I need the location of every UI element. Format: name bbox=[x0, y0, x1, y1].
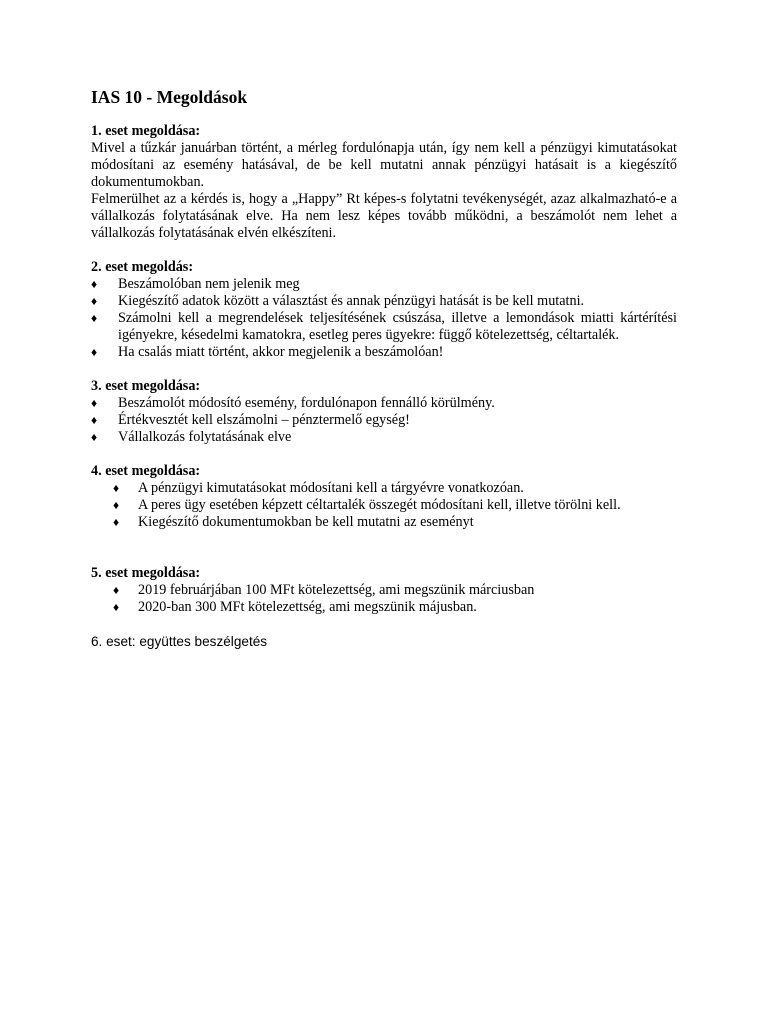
diamond-bullet-icon: ♦ bbox=[91, 396, 98, 410]
case-2-list bbox=[91, 276, 677, 361]
list-item bbox=[91, 514, 677, 531]
list-item-text: 2019 februárjában 100 MFt kötelezettség, ami megszünik márciusban bbox=[138, 582, 535, 598]
list-item-text: Vállalkozás folytatásának elve bbox=[118, 429, 292, 445]
list-item bbox=[91, 582, 677, 599]
case-5-section bbox=[91, 565, 677, 616]
list-item-text: Számolni kell a megrendelések teljesítésének csúszása, illetve a lemondások miatti kártérítési igényekre, késedelmi kamatokra, esetleg peres ügyekre: függő kötelezettség, céltartalék. bbox=[118, 310, 677, 343]
diamond-bullet-icon: ♦ bbox=[113, 600, 120, 614]
diamond-bullet-icon: ♦ bbox=[91, 294, 98, 308]
list-item-text: 2020-ban 300 MFt kötelezettség, ami megszünik májusban. bbox=[138, 599, 477, 615]
case-2-section bbox=[91, 259, 677, 361]
list-item bbox=[91, 395, 677, 412]
list-item bbox=[91, 293, 677, 310]
list-item-text: Kiegészítő dokumentumokban be kell mutatni az eseményt bbox=[138, 514, 474, 530]
list-item-text: Beszámolót módosító esemény, fordulónapon fennálló körülmény. bbox=[118, 395, 495, 411]
case-5-heading: 5. eset megoldása: bbox=[91, 565, 201, 581]
document-page bbox=[91, 87, 677, 650]
list-item bbox=[91, 480, 677, 497]
case-4-list bbox=[91, 480, 677, 531]
case-5-list bbox=[91, 582, 677, 616]
case-2-heading: 2. eset megoldás: bbox=[91, 259, 194, 275]
document-title: IAS 10 - Megoldások bbox=[91, 87, 248, 107]
case-3-list bbox=[91, 395, 677, 446]
diamond-bullet-icon: ♦ bbox=[91, 277, 98, 291]
case-1-section bbox=[91, 123, 677, 242]
case-4-heading: 4. eset megoldása: bbox=[91, 463, 201, 479]
diamond-bullet-icon: ♦ bbox=[91, 413, 98, 427]
diamond-bullet-icon: ♦ bbox=[91, 345, 98, 359]
list-item-text: Ha csalás miatt történt, akkor megjelenik a beszámolóan! bbox=[118, 344, 444, 360]
list-item bbox=[91, 310, 677, 344]
list-item-text: A pénzügyi kimutatásokat módosítani kell a tárgyévre vonatkozóan. bbox=[138, 480, 524, 496]
case-6-text: 6. eset: együttes beszélgetés bbox=[91, 634, 268, 649]
list-item bbox=[91, 276, 677, 293]
list-item bbox=[91, 412, 677, 429]
diamond-bullet-icon: ♦ bbox=[113, 583, 120, 597]
list-item bbox=[91, 497, 677, 514]
list-item bbox=[91, 344, 677, 361]
diamond-bullet-icon: ♦ bbox=[91, 311, 98, 325]
case-1-paragraph-2: Felmerülhet az a kérdés is, hogy a „Happy” Rt képes-s folytatni tevékenységét, azaz alkalmazható-e a vállalkozás folytatásának elve. Ha nem lesz képes tovább működni, a beszámolót nem lehet a vállalkozás folytatásának elvén elkészíteni. bbox=[91, 191, 677, 241]
list-item bbox=[91, 599, 677, 616]
case-4-section bbox=[91, 463, 677, 531]
list-item-text: Kiegészítő adatok között a választást és annak pénzügyi hatását is be kell mutatni. bbox=[118, 293, 585, 309]
case-1-paragraph-1: Mivel a tűzkár januárban történt, a mérleg fordulónapja után, így nem kell a pénzügyi kimutatásokat módosítani az esemény hatásával, de be kell mutatni annak pénzügyi hatásait is a kiegészítő dokumentumokban. bbox=[91, 140, 677, 190]
case-1-heading: 1. eset megoldása: bbox=[91, 123, 201, 139]
diamond-bullet-icon: ♦ bbox=[113, 515, 120, 529]
list-item-text: Beszámolóban nem jelenik meg bbox=[118, 276, 300, 292]
diamond-bullet-icon: ♦ bbox=[91, 430, 98, 444]
diamond-bullet-icon: ♦ bbox=[113, 498, 120, 512]
case-3-section bbox=[91, 378, 677, 446]
case-3-heading: 3. eset megoldása: bbox=[91, 378, 201, 394]
list-item-text: Értékvesztét kell elszámolni – pénztermelő egység! bbox=[118, 412, 410, 428]
list-item bbox=[91, 429, 677, 446]
diamond-bullet-icon: ♦ bbox=[113, 481, 120, 495]
list-item-text: A peres ügy esetében képzett céltartalék összegét módosítani kell, illetve törölni kell. bbox=[138, 497, 621, 513]
